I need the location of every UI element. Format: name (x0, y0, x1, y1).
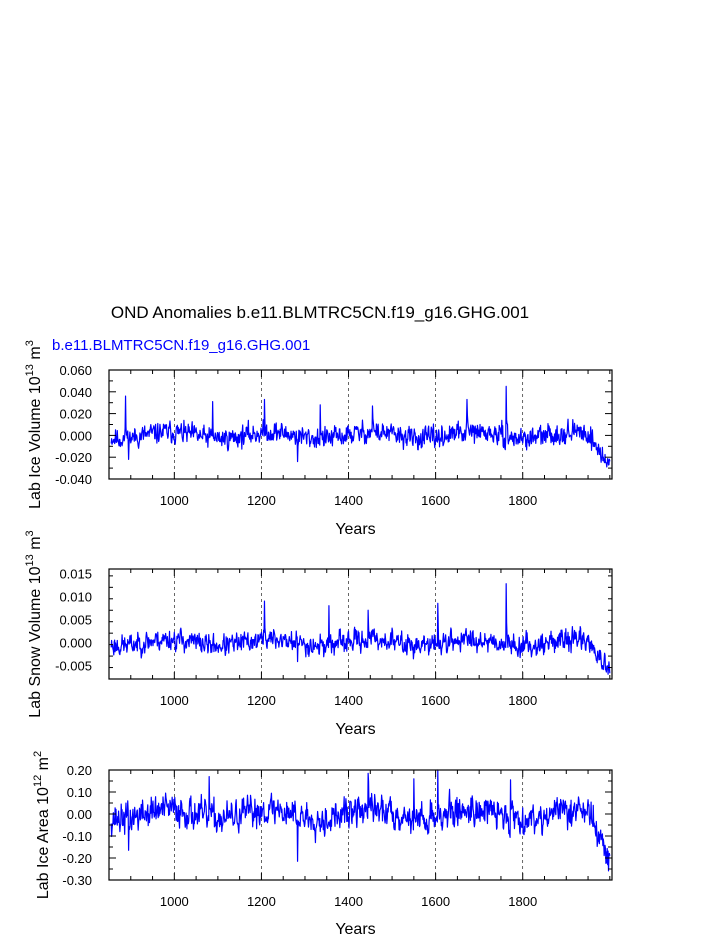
y-axis-label: Lab Snow Volume $10^{13}$ $m^3$ (24, 530, 44, 718)
y-tick-label: 0.005 (59, 612, 92, 628)
plot-frame (109, 569, 612, 679)
y-tick-label: 0.000 (59, 635, 92, 651)
x-tick-label-1200: 1200 (246, 693, 276, 708)
x-tick-label-1000: 1000 (159, 894, 189, 909)
x-tick-label-1000: 1000 (159, 693, 189, 708)
series-line-lab-ice-area (111, 770, 610, 871)
x-axis-label: Years (335, 521, 376, 538)
y-axis-label: Lab Ice Volume $10^{13}$ $m^3$ (24, 340, 44, 509)
x-tick-label-1800: 1800 (508, 493, 538, 508)
y-tick-label: 0.010 (59, 589, 92, 605)
y-tick-label: -0.020 (55, 450, 92, 466)
y-tick-label: 0.015 (59, 566, 92, 582)
y-tick-label: 0.020 (59, 406, 92, 422)
x-tick-label-1200: 1200 (246, 493, 276, 508)
y-tick-label: -0.005 (55, 658, 92, 674)
y-tick-label: 0.10 (66, 785, 92, 800)
chart-panel-3 (32, 751, 612, 935)
chart-panel-1 (24, 340, 612, 538)
y-tick-label: -0.040 (55, 472, 92, 487)
chart-title: OND Anomalies b.e11.BLMTRC5CN.f19_g16.GHG.001 (110, 303, 530, 322)
y-tick-label: -0.30 (62, 873, 92, 888)
x-tick-label-1600: 1600 (421, 493, 451, 508)
x-tick-label-1400: 1400 (334, 493, 363, 508)
x-tick-label-1400: 1400 (334, 693, 363, 708)
chart-panel-2 (24, 530, 612, 738)
y-tick-label: -0.20 (62, 851, 92, 866)
x-tick-label-1000: 1000 (159, 493, 189, 508)
series-line-lab-snow-volume (111, 584, 610, 675)
y-axis-label: Lab Ice Area $10^{12}$ $m^2$ (32, 750, 52, 900)
x-axis-label: Years (335, 721, 376, 738)
series-line-lab-ice-volume (111, 386, 610, 467)
y-tick-label: 0.000 (59, 428, 92, 444)
x-tick-label-1600: 1600 (421, 693, 451, 708)
y-tick-label: -0.10 (62, 829, 92, 844)
chart-subtitle: b.e11.BLMTRC5CN.f19_g16.GHG.001 (52, 337, 311, 354)
x-axis-label: Years (335, 921, 376, 935)
y-tick-label: 0.040 (59, 384, 92, 400)
x-tick-label-1800: 1800 (508, 693, 538, 708)
x-tick-label-1600: 1600 (421, 894, 451, 909)
y-tick-label: 0.20 (66, 763, 92, 778)
x-tick-label-1200: 1200 (246, 894, 276, 909)
y-tick-label: 0.00 (66, 807, 92, 822)
y-tick-label: 0.060 (59, 363, 92, 378)
x-tick-label-1400: 1400 (334, 894, 363, 909)
x-tick-label-1800: 1800 (508, 894, 538, 909)
